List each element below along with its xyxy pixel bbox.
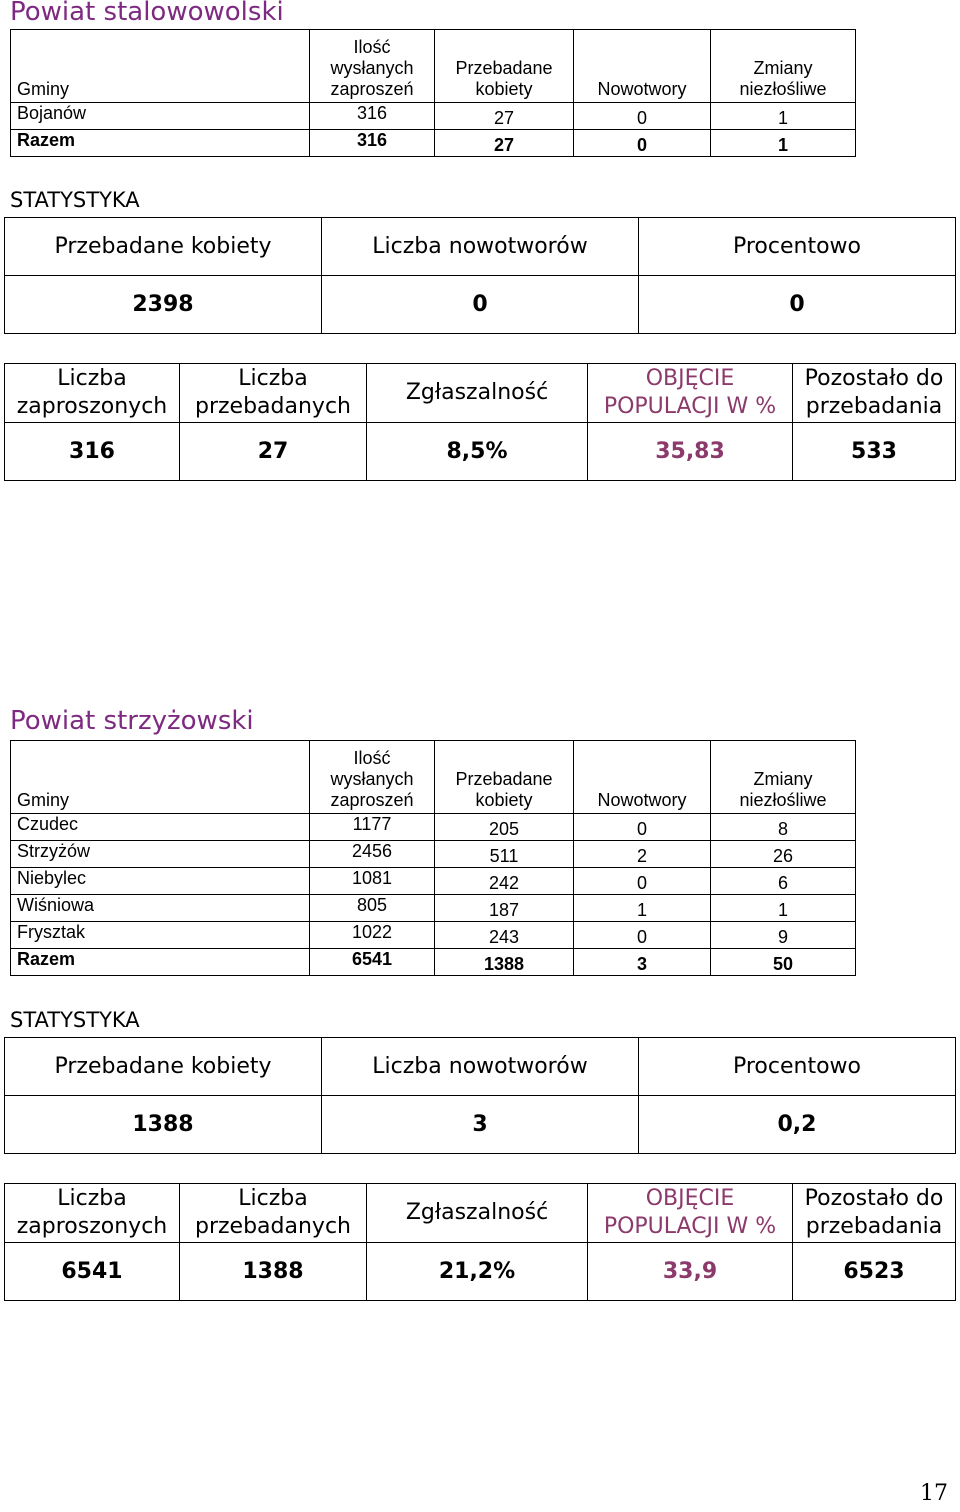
value-zglaszalnosc: 8,5% <box>367 423 588 481</box>
header-line: zaproszeń <box>330 790 414 810</box>
cell-przebadane: 1388 <box>435 949 574 976</box>
cell-gmina: Razem <box>11 949 310 976</box>
table-header-row <box>11 741 856 814</box>
header-line: OBJĘCIE <box>645 366 735 391</box>
header-zglaszalnosc: Zgłaszalność <box>367 364 588 423</box>
value-zglaszalnosc: 21,2% <box>367 1243 588 1301</box>
cell-zmiany: 1 <box>711 130 856 157</box>
value-przebadane-kobiety: 1388 <box>5 1096 322 1154</box>
header-line: POPULACJI W % <box>603 1214 777 1239</box>
header-line: Liczba <box>57 366 127 391</box>
table-total-row <box>11 130 856 157</box>
header-line: zaproszonych <box>16 1214 168 1239</box>
header-line: niezłośliwe <box>739 790 827 810</box>
value-przebadane-kobiety: 2398 <box>5 276 322 334</box>
value-objecie: 35,83 <box>588 423 793 481</box>
statystyka-label: STATYSTYKA <box>10 1008 140 1032</box>
value-procentowo: 0 <box>639 276 956 334</box>
table-total-row <box>11 949 856 976</box>
header-line: wysłanych <box>330 58 414 78</box>
value-przebadanych: 27 <box>180 423 367 481</box>
value-pozostalo: 6523 <box>793 1243 956 1301</box>
cell-zaproszen: 316 <box>310 103 435 130</box>
cell-nowotwory: 2 <box>574 841 711 868</box>
table-row <box>11 895 856 922</box>
cell-nowotwory: 0 <box>574 814 711 841</box>
header-line: Liczba <box>238 1186 308 1211</box>
header-line: POPULACJI W % <box>603 394 777 419</box>
header-line: Przebadane <box>455 58 553 78</box>
header-line: Pozostało do <box>804 366 944 391</box>
cell-przebadane: 243 <box>435 922 574 949</box>
cell-gmina: Razem <box>11 130 310 157</box>
cell-gmina: Frysztak <box>11 922 310 949</box>
cell-nowotwory: 0 <box>574 922 711 949</box>
header-zmiany <box>711 30 856 103</box>
table-row <box>11 103 856 130</box>
cell-nowotwory: 3 <box>574 949 711 976</box>
summary-table <box>4 1183 956 1301</box>
table-row <box>11 868 856 895</box>
value-zaproszonych: 316 <box>5 423 180 481</box>
header-pozostalo <box>793 1184 956 1243</box>
cell-gmina: Wiśniowa <box>11 895 310 922</box>
header-line: zaproszonych <box>16 394 168 419</box>
cell-zaproszen: 1177 <box>310 814 435 841</box>
header-line: przebadania <box>805 1214 943 1239</box>
cell-przebadane: 242 <box>435 868 574 895</box>
header-gminy: Gminy <box>11 741 310 814</box>
cell-zaproszen: 1022 <box>310 922 435 949</box>
summary-header-row <box>5 1184 956 1243</box>
powiat-title: Powiat stalowowolski <box>10 0 284 27</box>
header-nowotwory: Nowotwory <box>574 741 711 814</box>
cell-gmina: Bojanów <box>11 103 310 130</box>
header-nowotwory: Nowotwory <box>574 30 711 103</box>
table-row <box>11 922 856 949</box>
cell-przebadane: 27 <box>435 130 574 157</box>
cell-zaproszen: 316 <box>310 130 435 157</box>
header-procentowo: Procentowo <box>639 1038 956 1096</box>
header-zaproszonych <box>5 364 180 423</box>
header-gminy: Gminy <box>11 30 310 103</box>
header-line: OBJĘCIE <box>645 1186 735 1211</box>
cell-zaproszen: 1081 <box>310 868 435 895</box>
value-procentowo: 0,2 <box>639 1096 956 1154</box>
gminy-table <box>10 29 856 157</box>
gminy-table <box>10 740 856 976</box>
header-przebadanych <box>180 364 367 423</box>
header-line: przebadanych <box>195 1214 351 1239</box>
header-line: przebadania <box>805 394 943 419</box>
summary-table <box>4 363 956 481</box>
cell-zaproszen: 6541 <box>310 949 435 976</box>
value-zaproszonych: 6541 <box>5 1243 180 1301</box>
summary-values-row <box>5 423 956 481</box>
header-line: Zmiany <box>753 58 813 78</box>
cell-przebadane: 205 <box>435 814 574 841</box>
cell-zmiany: 1 <box>711 895 856 922</box>
cell-przebadane: 187 <box>435 895 574 922</box>
statystyka-values-row <box>5 1096 956 1154</box>
header-objecie <box>588 1184 793 1243</box>
statystyka-label: STATYSTYKA <box>10 188 140 212</box>
header-line: Pozostało do <box>804 1186 944 1211</box>
cell-zmiany: 50 <box>711 949 856 976</box>
statystyka-table <box>4 1037 956 1154</box>
header-line: Zmiany <box>753 769 813 789</box>
statystyka-header-row <box>5 1038 956 1096</box>
header-line: Przebadane <box>455 769 553 789</box>
header-przebadane <box>435 741 574 814</box>
header-line: Liczba <box>57 1186 127 1211</box>
cell-nowotwory: 0 <box>574 103 711 130</box>
cell-gmina: Strzyżów <box>11 841 310 868</box>
header-zmiany <box>711 741 856 814</box>
header-liczba-nowotworow: Liczba nowotworów <box>322 1038 639 1096</box>
statystyka-table <box>4 217 956 334</box>
header-line: zaproszeń <box>330 79 414 99</box>
cell-gmina: Niebylec <box>11 868 310 895</box>
header-objecie <box>588 364 793 423</box>
header-pozostalo <box>793 364 956 423</box>
value-liczba-nowotworow: 3 <box>322 1096 639 1154</box>
header-line: Ilość <box>353 748 391 768</box>
header-zaproszen <box>310 741 435 814</box>
cell-gmina: Czudec <box>11 814 310 841</box>
header-przebadane <box>435 30 574 103</box>
summary-header-row <box>5 364 956 423</box>
table-header-row <box>11 30 856 103</box>
cell-zaproszen: 2456 <box>310 841 435 868</box>
header-liczba-nowotworow: Liczba nowotworów <box>322 218 639 276</box>
header-zaproszonych <box>5 1184 180 1243</box>
table-row <box>11 841 856 868</box>
cell-zmiany: 1 <box>711 103 856 130</box>
header-zaproszen <box>310 30 435 103</box>
value-pozostalo: 533 <box>793 423 956 481</box>
statystyka-header-row <box>5 218 956 276</box>
cell-przebadane: 27 <box>435 103 574 130</box>
header-line: kobiety <box>475 790 533 810</box>
header-procentowo: Procentowo <box>639 218 956 276</box>
header-przebadane-kobiety: Przebadane kobiety <box>5 218 322 276</box>
header-line: przebadanych <box>195 394 351 419</box>
header-line: Liczba <box>238 366 308 391</box>
value-objecie: 33,9 <box>588 1243 793 1301</box>
table-row <box>11 814 856 841</box>
cell-zmiany: 26 <box>711 841 856 868</box>
cell-zmiany: 8 <box>711 814 856 841</box>
header-line: kobiety <box>475 79 533 99</box>
header-przebadanych <box>180 1184 367 1243</box>
cell-nowotwory: 0 <box>574 868 711 895</box>
header-line: niezłośliwe <box>739 79 827 99</box>
cell-nowotwory: 0 <box>574 130 711 157</box>
page-number: 17 <box>920 1481 948 1506</box>
header-zglaszalnosc: Zgłaszalność <box>367 1184 588 1243</box>
value-liczba-nowotworow: 0 <box>322 276 639 334</box>
header-przebadane-kobiety: Przebadane kobiety <box>5 1038 322 1096</box>
value-przebadanych: 1388 <box>180 1243 367 1301</box>
cell-zmiany: 6 <box>711 868 856 895</box>
cell-nowotwory: 1 <box>574 895 711 922</box>
cell-zaproszen: 805 <box>310 895 435 922</box>
summary-values-row <box>5 1243 956 1301</box>
header-line: Ilość <box>353 37 391 57</box>
cell-przebadane: 511 <box>435 841 574 868</box>
header-line: wysłanych <box>330 769 414 789</box>
powiat-title: Powiat strzyżowski <box>10 706 254 736</box>
statystyka-values-row <box>5 276 956 334</box>
cell-zmiany: 9 <box>711 922 856 949</box>
